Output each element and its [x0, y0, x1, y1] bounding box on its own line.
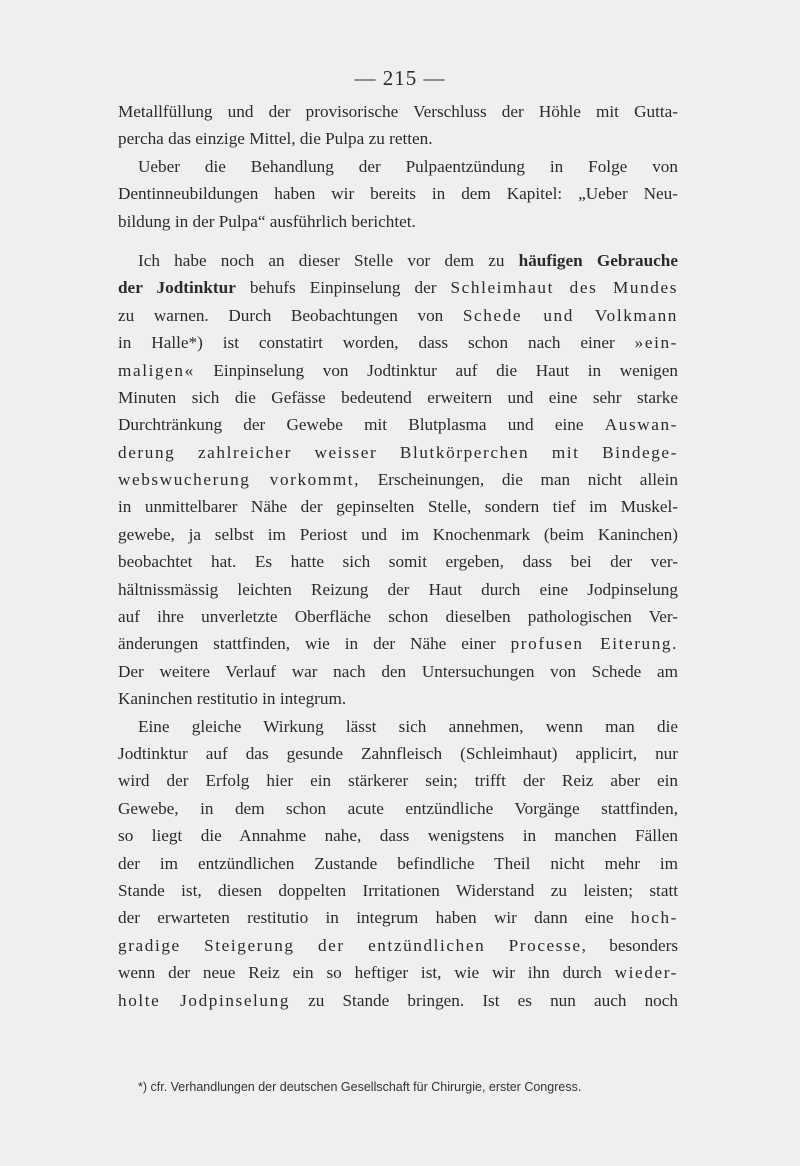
text-line [118, 959, 678, 986]
emphasis-text: häufigen Gebrauche [518, 250, 678, 270]
text-line [118, 987, 678, 1014]
text-line: Der weitere Verlauf war nach den Untersuchungen von Schede am [118, 661, 678, 681]
text-run: änderungen stattfinden, wie in der Nähe einer [118, 634, 511, 654]
text-line [118, 932, 678, 959]
text-line [118, 411, 678, 438]
spaced-text: webswucherung vorkommt, [118, 470, 361, 490]
text-line [118, 466, 678, 493]
spaced-text: holte Jodpinselung [118, 990, 291, 1010]
text-run: Durchtränkung der Gewebe mit Blutplasma und eine [118, 415, 605, 435]
spaced-text: »ein- [634, 333, 678, 353]
text-line: wird der Erfolg hier ein stärkerer sein; trifft der Reiz aber ein [118, 771, 678, 791]
text-line: Metallfüllung und der provisorische Verschluss der Höhle mit Gutta- [118, 102, 678, 121]
spaced-text: hoch- [630, 908, 678, 928]
text-line: Ueber die Behandlung der Pulpaentzündung in Folge von [138, 156, 678, 176]
paragraph-4 [118, 713, 678, 1014]
text-run: Einpinselung von Jodtinktur auf die Haut in wenigen [194, 360, 678, 380]
text-line: Gewebe, in dem schon acute entzündliche Vorgänge stattfinden, [118, 798, 678, 818]
text-line [118, 904, 678, 931]
text-line [118, 630, 678, 657]
text-line: Stande ist, diesen doppelten Irritationen Widerstand zu leisten; statt [118, 880, 678, 900]
text-line: hältnissmässig leichten Reizung der Haut durch eine Jodpinselung [118, 579, 678, 599]
spaced-text: Schleimhaut des Mundes [450, 278, 678, 298]
text-run: Erscheinungen, die man nicht allein [360, 470, 678, 490]
text-line: derung zahlreicher weisser Blutkörperchen mit Bindege- [118, 442, 678, 462]
text-line [118, 274, 678, 301]
text-line [118, 329, 678, 356]
text-line: gewebe, ja selbst im Periost und im Knochenmark (beim Kaninchen) [118, 524, 678, 544]
text-run: der erwarteten restitutio in integrum haben wir dann eine [118, 908, 631, 928]
text-line: bildung in der Pulpa“ ausführlich berichtet. [118, 211, 416, 231]
paragraph-3 [118, 247, 678, 713]
text-run: in Halle*) ist constatirt worden, dass schon nach einer [118, 333, 635, 353]
text-line: Jodtinktur auf das gesunde Zahnfleisch (Schleimhaut) applicirt, nur [118, 743, 678, 763]
text-line: Kaninchen restitutio in integrum. [118, 689, 347, 709]
text-run: behufs Einpinselung der [235, 278, 451, 298]
paragraph-gap [118, 235, 678, 247]
text-line: so liegt die Annahme nahe, dass wenigstens in manchen Fällen [118, 826, 678, 846]
text-run: wenn der neue Reiz ein so heftiger ist, wie wir ihn durch [118, 963, 615, 983]
text-line [118, 357, 678, 384]
text-line: auf ihre unverletzte Oberfläche schon dieselben pathologischen Ver- [118, 607, 678, 627]
text-line: beobachtet hat. Es hatte sich somit ergeben, dass bei der ver- [118, 552, 678, 572]
page-number: — 215 — [354, 66, 446, 90]
spaced-text: profusen Eiterung. [510, 634, 679, 654]
paragraph-1 [118, 98, 678, 153]
text-run: zu warnen. Durch Beobachtungen von [118, 305, 463, 325]
text-line: Eine gleiche Wirkung lässt sich annehmen, wenn man die [138, 716, 678, 736]
text-line: Dentinneubildungen haben wir bereits in dem Kapitel: „Ueber Neu- [118, 184, 678, 204]
footnote: *) cfr. Verhandlungen der deutschen Gesellschaft für Chirurgie, erster Congress. [138, 1080, 582, 1094]
spaced-text: maligen« [118, 360, 195, 380]
spaced-text: gradige Steigerung der entzündlichen Processe, [118, 935, 588, 955]
text-line: percha das einzige Mittel, die Pulpa zu retten. [118, 129, 433, 149]
paragraph-2 [118, 153, 678, 235]
text-run: zu Stande bringen. Ist es nun auch noch [290, 990, 678, 1010]
text-line: in unmittelbarer Nähe der gepinselten Stelle, sondern tief im Muskel- [118, 497, 678, 517]
text-line [118, 302, 678, 329]
text-run: Ich habe noch an dieser Stelle vor dem zu [138, 250, 519, 270]
emphasis-text: der Jodtinktur [118, 278, 236, 298]
spaced-text: Auswan- [604, 415, 678, 435]
body-text [118, 98, 678, 1014]
text-line: Minuten sich die Gefässe bedeutend erweitern und eine sehr starke [118, 387, 678, 407]
spaced-text: Schede und Volkmann [462, 305, 678, 325]
text-line: der im entzündlichen Zustande befindliche Theil nicht mehr im [118, 853, 678, 873]
text-run: besonders [587, 935, 679, 955]
spaced-text: wieder- [614, 963, 678, 983]
text-line [118, 247, 678, 274]
